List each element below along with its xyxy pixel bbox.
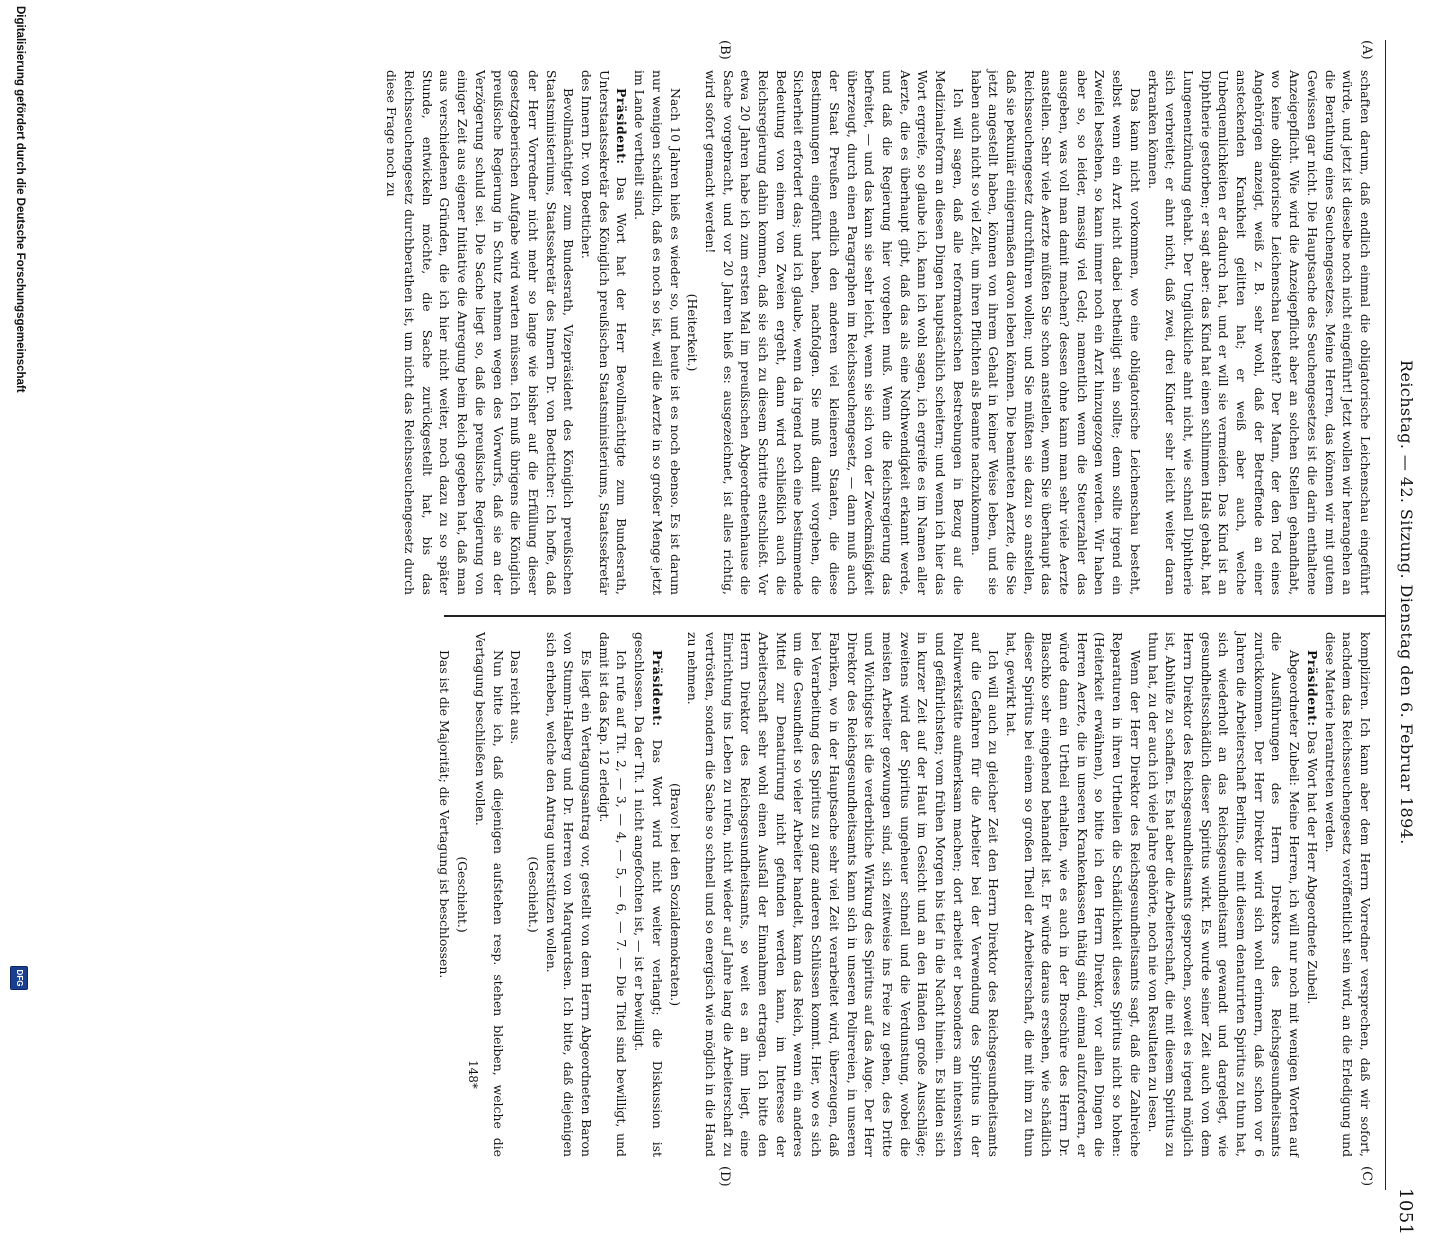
left-paragraph: Das kann nicht vorkommen, wo eine obligatorische Leichenschau besteht, selbst wenn ein Arzt nicht dabei betheiligt sein sollte; denn sollte irgend ein Zweifel bestehen, so kann immer noch ein Arzt hinzugezogen werden. Wir haben aber so, so leider, massig viel Geld; namentlich wenn die Steuerzahler das ausgeben, was voll man damit machen? dessen ohne kann man sehr viele Aerzte anstellen. Sehr viele Aerzte müßten Sie schon anstellen, wenn Sie überhaupt das Reichsseuchengesetz durchführen wollen; und Sie müßten sie dazu so anstellen, daß sie pekuniär einigermaßen davon leben können. Die beamteten Aerzte, die Sie jetzt angestellt haben, können von ihrem Gehalt in keiner Weise leben, und sie haben auch nicht so viel Zeit, um ihren Pflichten als Beamte nachzukommen.	[968, 70, 1143, 595]
right-paragraph: kompliziren. Ich kann aber dem Herrn Vorredner versprechen, daß wir sofort, nachdem das Reichsseuchengesetz veröffentlicht sein wird, an die Erledigung und diese Materie herantreten werden.	[1322, 632, 1373, 1157]
left-paragraph: Bevollmächtigter zum Bundesrath, Vizepräsident des Königlich preußischen Staatsministeriums, Staatssekretär des Innern Dr. von Boetticher: Ich hoffe, daß der Herr Vorredner nicht mehr so lange wie bisher auf die Erfüllung dieser gesetzgeberischen Aufgabe wird warten müssen. Ich muß übrigens die Königlich preußische Regierung in Schutz nehmen wegen des Vorwurfs, daß sie an der Verzögerung schuld sei. Die Sache liegt so, daß die preußische Regierung von einiger Zeit aus eigener Initiative die Anregung beim Reich gegeben hat, daß man aus verschiedenen Gründen, die ich hier nicht weiter, noch dazu zu so später Stunde, entwickeln möchte, die Sache zurückgestellt hat, bis das Reichsseuchengesetz durchberathen ist, um nicht das Reichsseuchengesetz durch diese Frage noch zu	[384, 70, 577, 595]
right-paragraph: Nun bitte ich, daß diejenigen aufstehen resp. stehen bleiben, welche die Vertagung beschließen wollen.	[472, 632, 506, 1157]
right-paragraph: Das ist die Majorität; die Vertagung ist beschlossen.	[437, 650, 453, 979]
margin-letter-d: (D)	[717, 1166, 732, 1187]
right-paragraph: Das Wort wird nicht weiter verlangt; die Diskussion ist geschlossen. Da der Tit. 1 nicht angefochten ist, — ist er bewilligt.	[632, 632, 665, 1157]
left-paragraph: Das Wort hat der Herr Bevollmächtigte zum Bundesrath, Unterstaatssekretär des Königlich preußischen Staatsministeriums, Staatssekretär des Innern Dr. von Boetticher.	[579, 70, 630, 595]
left-column	[384, 70, 1374, 595]
left-paragraph: Ich will sagen, daß alle reformatorischen Bestrebungen in Bezug auf die Medizinalreform an diesen Dingen hauptsächlich scheitern; und wenn ich hier das Wort ergreife, so glaube ich, kann ich wohl sagen, ich ergreife es im Namen aller Aerzte, die es überhaupt gibt, daß das als eine Nothwendigkeit erkannt werde, und daß die Regierung hier vorgehen muß. Wenn die Reichsregierung das befreitet, — und das kann sie sehr leicht, wenn sie sich von der Zweckmäßigkeit überzeugt, durch einen Paragraphen im Reichsseuchengesetz, — dann muß auch der Staat Preußen endlich den anderen viel kleineren Staaten, die diese Bestimmungen eingeführt haben, nachfolgen. Sie muß damit vorgehen, die Sicherheit erfordert das; und ich glaube, wenn da irgend noch eine bestimmende Bedeutung von einem von Zweien ergeht, dann wird schließlich auch die Reichsregierung dahin kommen, daß sie sich zu diesem Schritte entschließt. Vor etwa 20 Jahren habe ich zum ersten Mal im preußischen Abgeordnetenhause die Sache vorgebracht, und vor 20 Jahren hieß es: ausgezeichnet, ist alles richtig, wird sofort gemacht werden!	[702, 70, 966, 595]
speaker-label: Präsident:	[649, 650, 665, 727]
digitization-footer	[6, 0, 32, 1000]
speaker-label: Präsident:	[614, 88, 630, 165]
margin-letter-a: (A)	[1359, 40, 1374, 60]
right-interjection: (Bravo! bei den Sozialdemokraten.)	[667, 782, 683, 1007]
right-column	[437, 632, 1374, 1157]
running-head	[1390, 40, 1416, 1235]
page-number: 1051	[1395, 1188, 1416, 1235]
speaker-label: Präsident:	[1304, 650, 1320, 727]
running-title: Reichstag. — 42. Sitzung. Dienstag den 6. Februar 1894.	[1397, 360, 1416, 845]
margin-letter-c: (C)	[1359, 1166, 1374, 1187]
dfg-logo-icon: DFG	[10, 966, 28, 990]
right-interjection: (Geschieht.)	[525, 856, 541, 933]
right-interjection: (Geschieht.)	[455, 856, 471, 933]
margin-letter-b: (B)	[717, 40, 732, 60]
right-paragraph: Ich rufe auf Tit. 2, — 3, — 4, — 5, — 6, — 7. — Die Titel sind bewilligt, und damit ist das Kap. 12 erledigt.	[596, 632, 630, 1157]
left-paragraph: Nach 10 Jahren hieß es wieder so, und heute ist es noch ebenso. Es ist darum nur wenigen schädlich, daß es noch so ist, weil die Aerzte in so großer Menge jetzt im Lande vertheilt sind.	[632, 70, 683, 595]
right-paragraph: Es liegt ein Vertagungsantrag vor, gestellt von dem Herrn Abgeordneten Baron von Stumm-Halberg und Dr. Herren von Marquardsen. Ich bitte, daß diejenigen sich erheben, welche den Antrag unterstützen wollen.	[543, 632, 595, 1157]
right-paragraph: Wenn der Herr Direktor des Reichsgesundheitsamts sagt, daß die Zahlreiche Reparaturen in ihren Urtheilen die Schädlichkeit dieses Spiritus nicht so hohen: (Heiterkeit erwähnen), so bitte ich den Herrn Direktor, vor allen Dingen die Herren Aerzte, die in unseren Krankenkassen thätig sind, einmal aufzufordern, er würde dann ein Urtheil erhalten, wie es auch in der Broschüre des Herrn Dr. Blaschko sehr eingehend behandelt ist. Er würde daraus ersehen, wie schädlich dieser Spiritus bei einem so großen Theil der Arbeiterschaft, die mit ihm zu thun hat, gewirkt hat.	[1003, 632, 1143, 1157]
left-interjection: (Heiterkeit.)	[685, 293, 701, 372]
sheet-signature: 148*	[466, 1060, 480, 1089]
left-paragraph: schaften darum, daß endlich einmal die obligatorische Leichenschau eingeführt würde, und jetzt ist dieselbe noch nicht eingeführt! Jetzt wollen wir herangehen an die Berathung eines Seuchengesetzes. Meine Herren, das können wir mit gutem Gewissen gar nicht. Die Hauptsache des Seuchengesetzes ist die darin enthaltene Anzeigepflicht. Wie wird die Anzeigepflicht aber an solchen Stellen gehandhabt, wo keine obligatorische Leichenschau besteht? Der Mann, der den Tod eines Angehörigen anzeigt, weiß z. B. sehr wohl, daß der Betreffende an einer ansteckenden Krankheit gelitten hat; er weiß aber auch, welche Unbequemlichkeiten er dadurch hat, und er will sie vermeiden. Das Kind ist an Diphtherie gestorben; er sagt aber: das Kind hat einen schlimmen Hals gehabt, hat Lungenentzündung gehabt. Der Unglückliche ahnt nicht, wie schnell Diphtherie sich verbreitet; er ahnt nicht, daß zwei, drei Kinder sehr leicht weiter daran erkranken können.	[1145, 70, 1373, 595]
column-divider	[444, 615, 1386, 617]
right-paragraph: Abgeordneter Zubeil: Meine Herren, ich will nur noch mit wenigen Worten auf die Ausführungen des Herrn Direktors des Reichsgesundheitsamts zurückkommen. Der Herr Direktor wird sich wohl erinnern, daß schon vor 6 Jahren die Arbeiterschaft Berlins, die mit diesem denaturirten Spiritus zu thun hat, sich wiederholt an das Reichsgesundheitsamt gewandt und dargelegt, wie gesundheitsschädlich dieser Spiritus wirkt. Es wurde seiner Zeit auch von dem Herrn Direktor des Reichsgesundheitsamts gesprochen, soweit es irgend möglich ist, Abhülfe zu schaffen. Es hat aber die Arbeiterschaft, die mit diesem Spiritus zu thun hat, zu der auch ich viele Jahre gehörte, noch nie von Resultaten zu lesen.	[1145, 632, 1303, 1157]
right-paragraph: Das reicht aus.	[508, 650, 524, 745]
right-paragraph: Das Wort hat der Herr Abgeordnete Zubeil.	[1304, 730, 1320, 1005]
digitization-note: Digitalisierung gefördert durch die Deutsche Forschungsgemeinschaft	[14, 6, 26, 393]
right-paragraph: Ich will auch zu gleicher Zeit den Herrn Direktor des Reichsgesundheitsamts auf die Gefahren für die Arbeiter bei der Verwendung des Spiritus in der Polirwerkstätte aufmerksam machen; dort arbeitet er besonders am intensivsten und gefährlichsten; vom frühen Morgen bis tief in die Nacht hinein. Es bilden sich in kurzer Zeit auf der Haut im Gesicht und an den Händen große Ausschläge; zweitens wird der Spiritus ungeheuer schnell und die Verdunstung, wobei die meisten Arbeiter gezwungen sind, sich zeitweise ins Freie zu gehen, des Dritte und Wichtigste ist die verderbliche Wirkung des Spiritus auf das Auge. Der Herr Direktor des Reichsgesundheitsamts kann sich in unseren Polirereien, in unseren Fabriken, wo in der Hauptsache sehr viel Zeit verarbeitet wird, überzeugen, daß bei Verarbeitung des Spiritus zu ganz anderen Schlüssen kommt. Hier, wo es sich um die Gesundheit so vieler Arbeiter handelt, kann das Reich, wenn ein anderes Mittel zur Denaturirung nicht gefunden werden kann, im Interesse der Arbeiterschaft sehr wohl einen Ausfall der Einnahmen ertragen. Ich bitte den Herrn Direktor des Reichsgesundheitsamts, so weit es an ihm liegt, eine Einrichtung ins Leben zu rufen, nicht wieder auf Jahre lang die Arbeiterschaft zu vertrösten, sondern die Sache so schnell und so energisch wie möglich in die Hand zu nehmen.	[685, 632, 1002, 1157]
